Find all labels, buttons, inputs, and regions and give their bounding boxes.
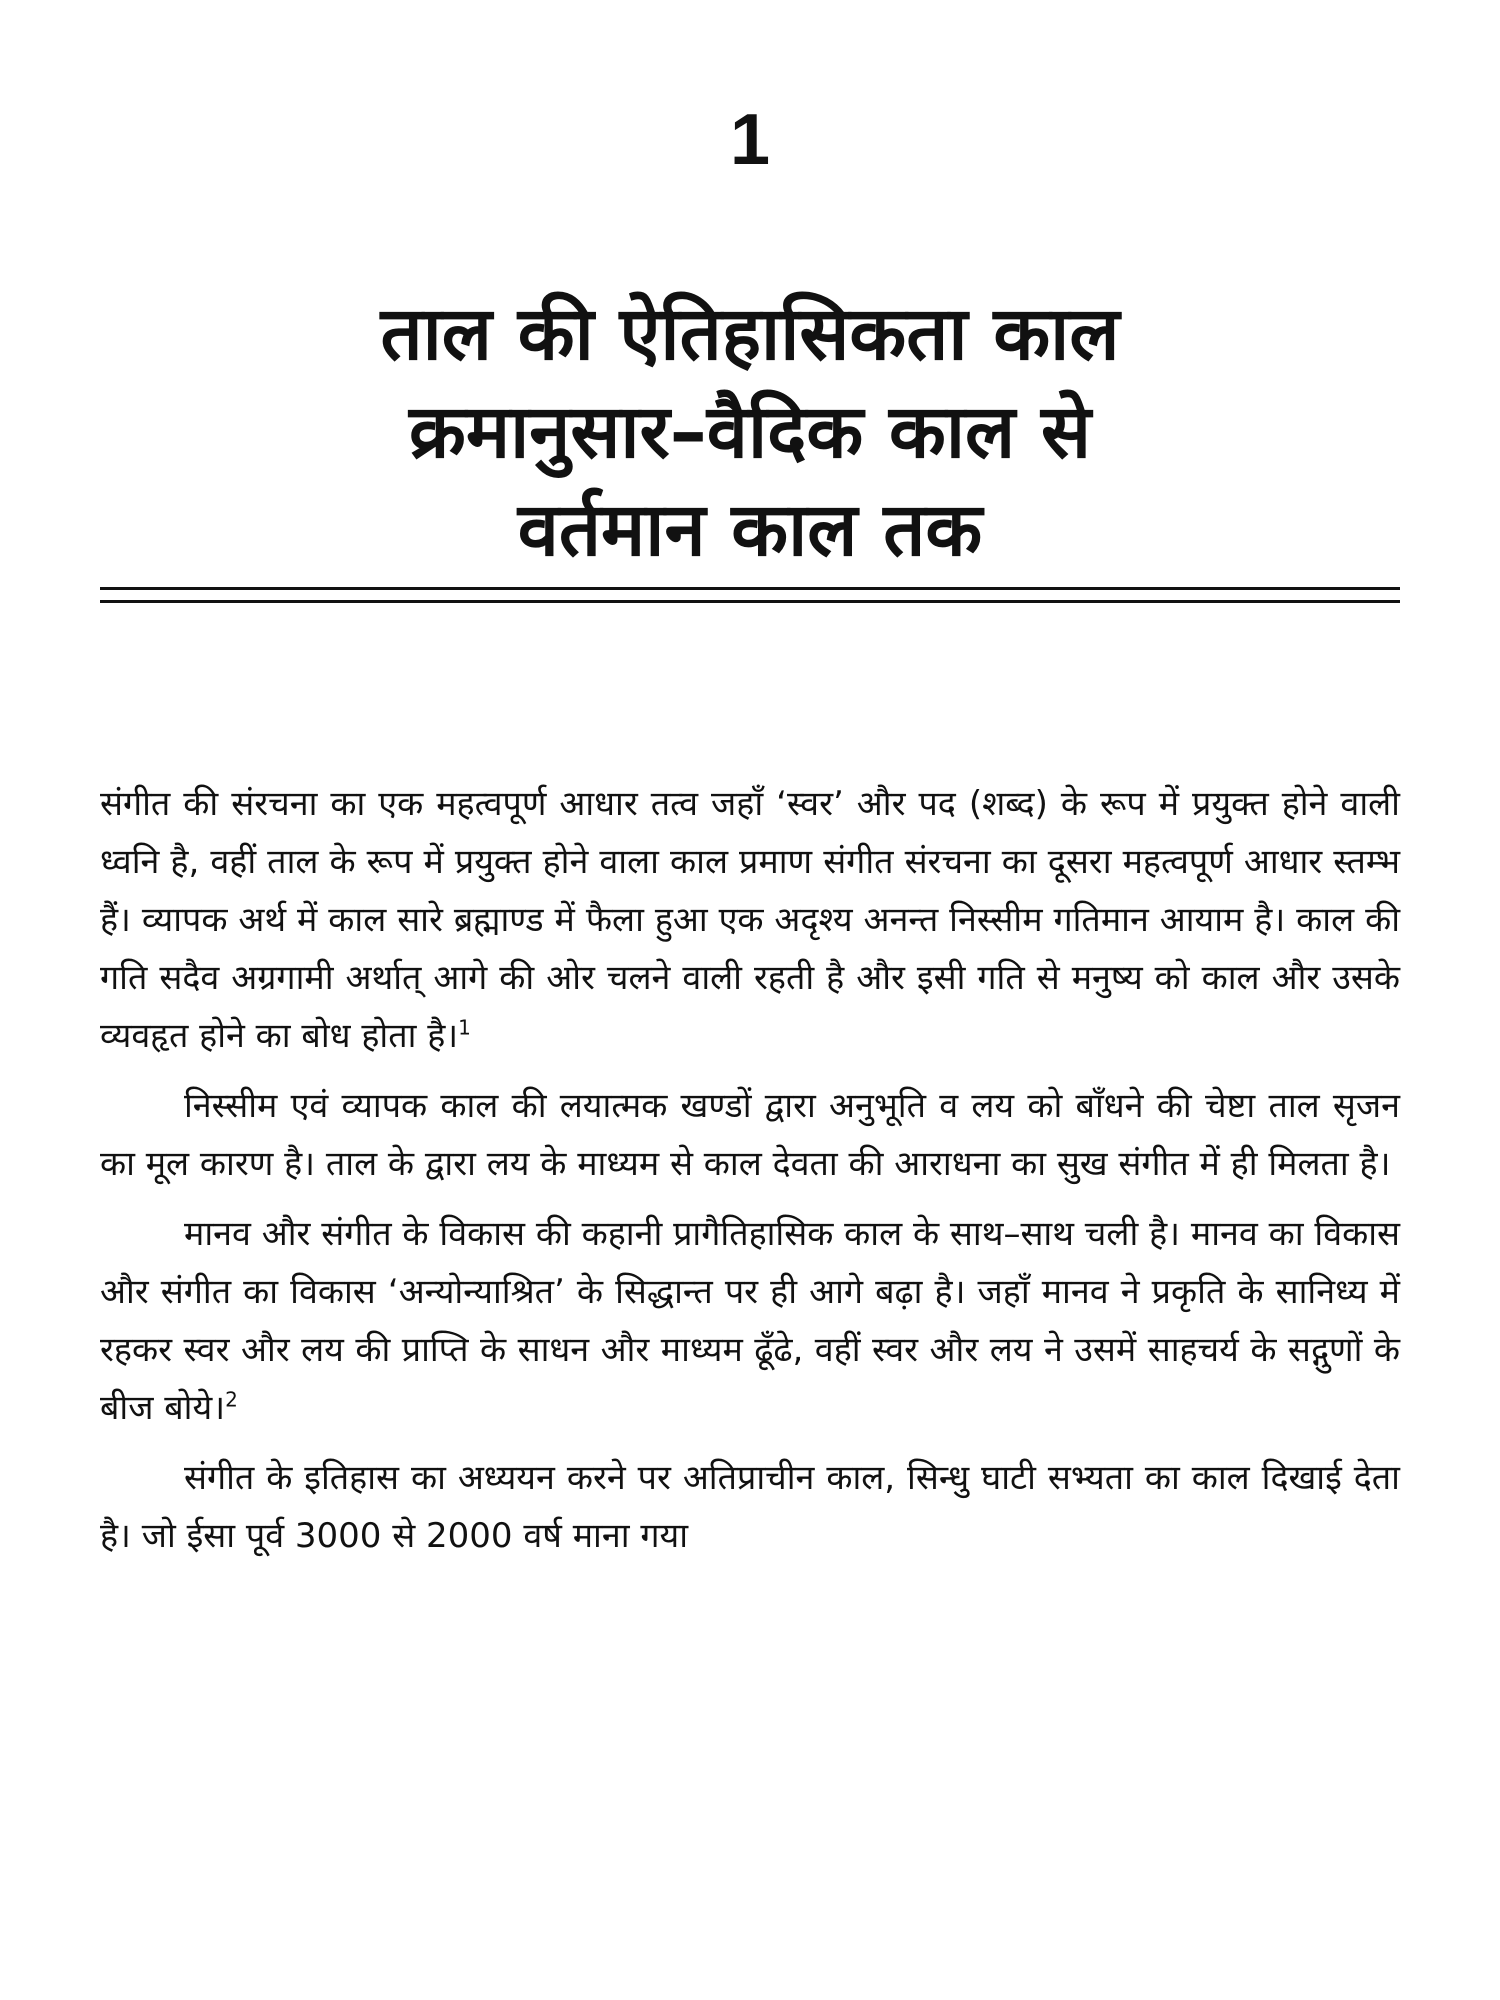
footnote-marker: 2 (225, 1387, 238, 1412)
chapter-title-line: ताल की ऐतिहासिकता काल (380, 291, 1120, 377)
paragraph-text: मानव और संगीत के विकास की कहानी प्रागैतिहासिक काल के साथ–साथ चली है। मानव का विकास और संगीत का विकास ‘अन्योन्याश्रित’ के सिद्धान्त पर ही आगे बढ़ा है। जहाँ मानव ने प्रकृति के सानिध्य में रहकर स्वर और लय की प्राप्ति के साधन और माध्यम ढूँढे, वहीं स्वर और लय ने उसमें साहचर्य के सद्गुणों के बीज बोये। (100, 1214, 1400, 1428)
chapter-title (100, 285, 1400, 579)
body-text (100, 775, 1400, 1577)
paragraph (100, 775, 1400, 1065)
paragraph-text: संगीत की संरचना का एक महत्वपूर्ण आधार तत्व जहाँ ‘स्वर’ और पद (शब्द) के रूप में प्रयुक्त होने वाली ध्वनि है, वहीं ताल के रूप में प्रयुक्त होने वाला काल प्रमाण संगीत संरचना का दूसरा महत्वपूर्ण आधार स्तम्भ हैं। व्यापक अर्थ में काल सारे ब्रह्माण्ड में फैला हुआ एक अदृश्य अनन्त निस्सीम गतिमान आयाम है। काल की गति सदैव अग्रगामी अर्थात् आगे की ओर चलने वाली रहती है और इसी गति से मनुष्य को काल और उसके व्यवहृत होने का बोध होता है। (100, 784, 1400, 1056)
title-divider-top (100, 587, 1400, 590)
footnote-marker: 1 (458, 1015, 471, 1040)
paragraph (100, 1077, 1400, 1193)
paragraph-text: निस्सीम एवं व्यापक काल की लयात्मक खण्डों द्वारा अनुभूति व लय को बाँधने की चेष्टा ताल सृजन का मूल कारण है। ताल के द्वारा लय के माध्यम से काल देवता की आराधना का सुख संगीत में ही मिलता है। (100, 1086, 1400, 1184)
paragraph (100, 1449, 1400, 1565)
chapter-title-line: क्रमानुसार–वैदिक काल से (409, 389, 1091, 475)
title-divider-bottom (100, 600, 1400, 603)
chapter-title-line: वर्तमान काल तक (517, 487, 983, 573)
chapter-number: 1 (729, 100, 771, 180)
paragraph-text: संगीत के इतिहास का अध्ययन करने पर अतिप्राचीन काल, सिन्धु घाटी सभ्यता का काल दिखाई देता है। जो ईसा पूर्व 3000 से 2000 वर्ष माना गया (100, 1458, 1400, 1556)
paragraph (100, 1205, 1400, 1437)
